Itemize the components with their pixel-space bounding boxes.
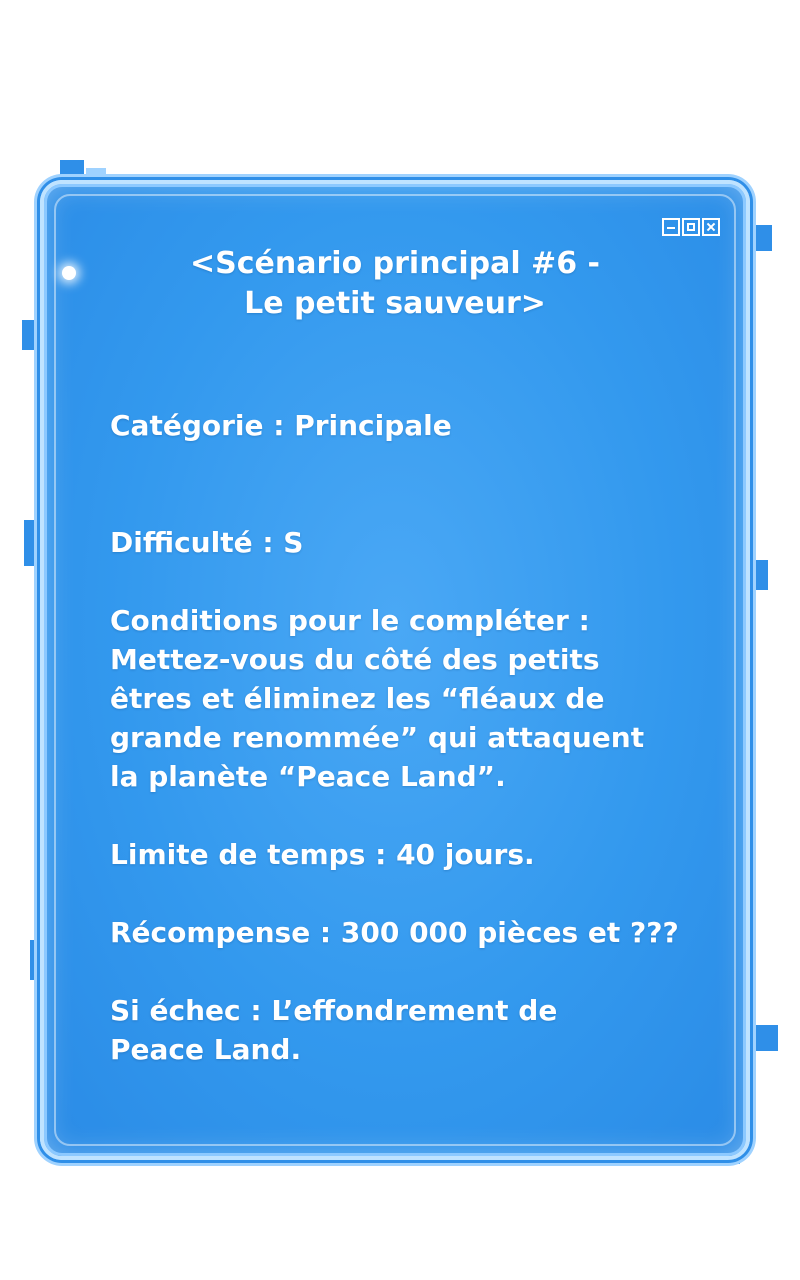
reward-text: Récompense : 300 000 pièces et ??? [110,916,679,949]
category-text: Catégorie : Principale [110,409,452,442]
frame-pixel-decoration [24,520,38,566]
window-controls [662,218,720,236]
frame-pixel-decoration [756,560,768,590]
frame-pixel-decoration [752,225,772,251]
scenario-window [40,180,750,1160]
title-line-1: <Scénario principal #6 - [190,246,600,281]
failure-line: Si échec : L’effondrement de [110,994,558,1027]
frame-pixel-decoration [60,160,84,178]
conditions-line: êtres et éliminez les “fléaux de [110,682,605,715]
time-limit-text: Limite de temps : 40 jours. [110,838,535,871]
scenario-title [44,244,746,324]
close-icon[interactable] [702,218,720,236]
failure-line: Peace Land. [110,1033,302,1066]
conditions-line: Mettez-vous du côté des petits [110,643,600,676]
conditions-line: Conditions pour le compléter : [110,604,590,637]
frame-pixel-decoration [22,320,36,350]
conditions-line: grande renommée” qui attaquent [110,721,645,754]
minimize-icon[interactable] [662,218,680,236]
conditions-line: la planète “Peace Land”. [110,760,506,793]
difficulty-text: Difficulté : S [110,526,304,559]
frame-pixel-decoration [756,1025,778,1051]
title-line-2: Le petit sauveur> [244,286,546,321]
maximize-icon[interactable] [682,218,700,236]
scenario-details [110,406,706,1069]
